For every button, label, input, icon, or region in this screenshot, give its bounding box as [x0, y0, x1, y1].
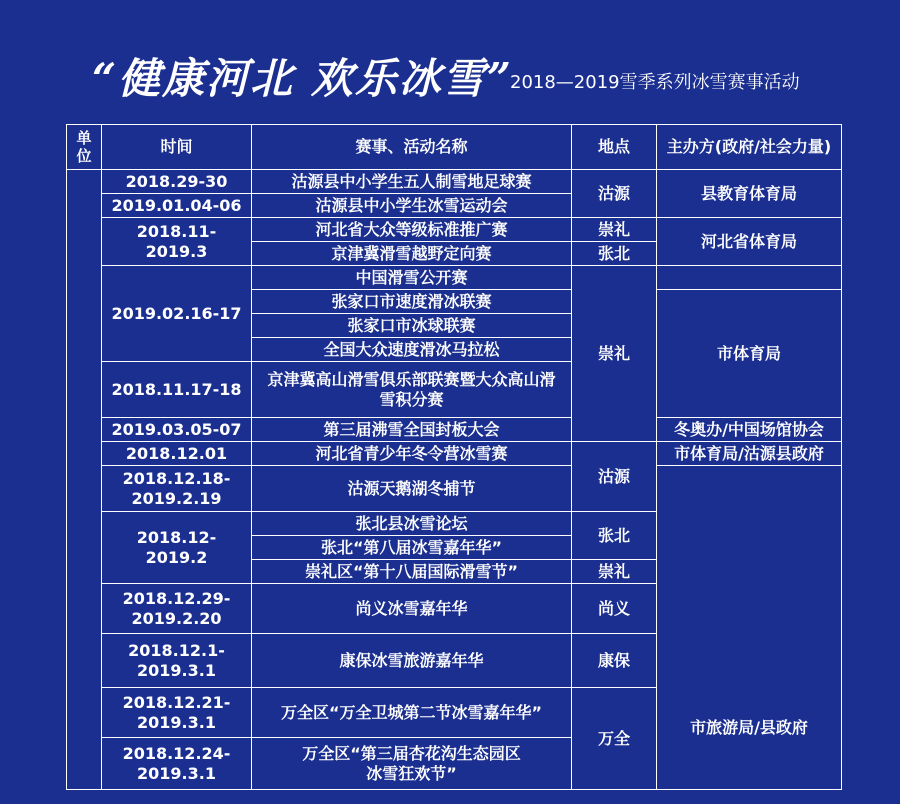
- organizer-cell: 县教育体育局: [657, 170, 842, 218]
- place-cell: 万全: [572, 688, 657, 790]
- event-name-cell: 万全区“万全卫城第二节冰雪嘉年华”: [252, 688, 572, 738]
- place-cell: 崇礼: [572, 560, 657, 584]
- event-name-cell: 全国大众速度滑冰马拉松: [252, 338, 572, 362]
- organizer-cell: 市旅游局/县政府: [657, 466, 842, 790]
- events-table: [66, 124, 842, 790]
- event-name-cell: 康保冰雪旅游嘉年华: [252, 634, 572, 688]
- table-row: [67, 418, 842, 442]
- header-unit: 单 位: [67, 125, 102, 170]
- place-cell: 尚义: [572, 584, 657, 634]
- place-cell: 沽源: [572, 170, 657, 218]
- time-cell: 2019.03.05-07: [102, 418, 252, 442]
- event-name-cell: 河北省青少年冬令营冰雪赛: [252, 442, 572, 466]
- event-name-cell: 沽源天鹅湖冬捕节: [252, 466, 572, 512]
- place-cell: 崇礼: [572, 266, 657, 442]
- time-cell: 2019.02.16-17: [102, 266, 252, 362]
- event-name-cell: 河北省大众等级标准推广赛: [252, 218, 572, 242]
- time-cell: 2018.12.18- 2019.2.19: [102, 466, 252, 512]
- time-cell: 2018.12.29- 2019.2.20: [102, 584, 252, 634]
- header-name: 赛事、活动名称: [252, 125, 572, 170]
- time-cell: 2018.12.21- 2019.3.1: [102, 688, 252, 738]
- organizer-cell: [657, 266, 842, 290]
- event-name-cell: 京津冀高山滑雪俱乐部联赛暨大众高山滑雪积分赛: [252, 362, 572, 418]
- time-cell: 2018.12.01: [102, 442, 252, 466]
- event-name-cell: 张北“第八届冰雪嘉年华”: [252, 536, 572, 560]
- time-cell: 2018.12.1- 2019.3.1: [102, 634, 252, 688]
- event-name-cell: 崇礼区“第十八届国际滑雪节”: [252, 560, 572, 584]
- event-name-cell: 尚义冰雪嘉年华: [252, 584, 572, 634]
- table-header-row: [67, 125, 842, 170]
- event-name-cell: 京津冀滑雪越野定向赛: [252, 242, 572, 266]
- place-cell: 崇礼: [572, 218, 657, 242]
- event-name-cell: 张北县冰雪论坛: [252, 512, 572, 536]
- place-cell: 张北: [572, 242, 657, 266]
- event-name-cell: 第三届沸雪全国封板大会: [252, 418, 572, 442]
- header-organizer: 主办方(政府/社会力量): [657, 125, 842, 170]
- place-cell: 沽源: [572, 442, 657, 512]
- table-row: [67, 170, 842, 194]
- event-name-cell: 张家口市冰球联赛: [252, 314, 572, 338]
- organizer-cell: 冬奥办/中国场馆协会: [657, 418, 842, 442]
- header-time: 时间: [102, 125, 252, 170]
- table-row: [67, 266, 842, 290]
- table-row: [67, 218, 842, 242]
- organizer-cell: 市体育局/沽源县政府: [657, 442, 842, 466]
- time-cell: 2018.12- 2019.2: [102, 512, 252, 584]
- unit-cell: [67, 170, 102, 790]
- event-name-cell: 万全区“第三届杏花沟生态园区 冰雪狂欢节”: [252, 738, 572, 790]
- time-cell: 2019.01.04-06: [102, 194, 252, 218]
- event-name-cell: 沽源县中小学生五人制雪地足球赛: [252, 170, 572, 194]
- event-name-cell: 张家口市速度滑冰联赛: [252, 290, 572, 314]
- header-place: 地点: [572, 125, 657, 170]
- event-name-cell: 中国滑雪公开赛: [252, 266, 572, 290]
- place-cell: 康保: [572, 634, 657, 688]
- time-cell: 2018.11.17-18: [102, 362, 252, 418]
- time-cell: 2018.11- 2019.3: [102, 218, 252, 266]
- header: [0, 0, 900, 120]
- time-cell: 2018.12.24- 2019.3.1: [102, 738, 252, 790]
- table-row: [67, 466, 842, 512]
- organizer-cell: 河北省体育局: [657, 218, 842, 266]
- time-cell: 2018.29-30: [102, 170, 252, 194]
- event-name-cell: 沽源县中小学生冰雪运动会: [252, 194, 572, 218]
- subtitle: 2018—2019雪季系列冰雪赛事活动: [510, 72, 800, 93]
- table-row: [67, 442, 842, 466]
- organizer-cell: 市体育局: [657, 290, 842, 418]
- place-cell: 张北: [572, 512, 657, 560]
- slogan-title: “健康河北 欢乐冰雪”: [92, 54, 513, 103]
